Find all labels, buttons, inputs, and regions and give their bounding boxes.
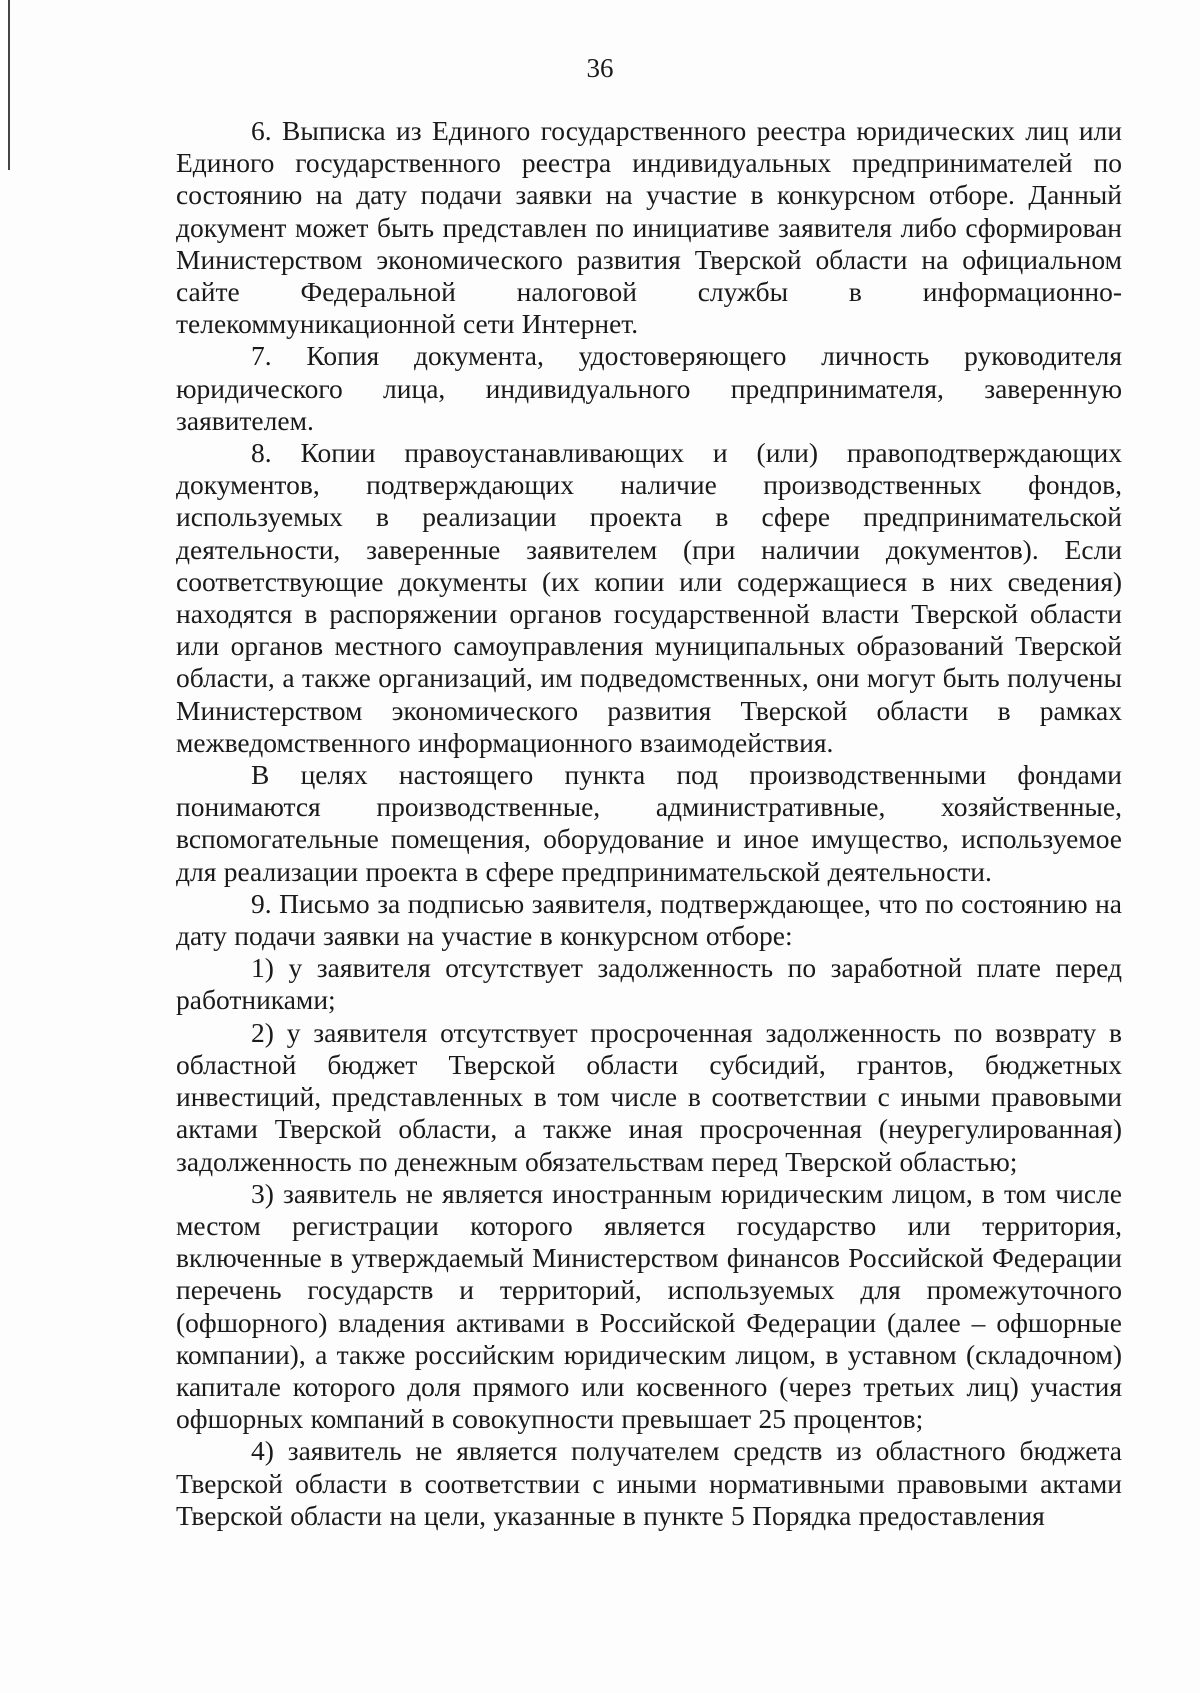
list-item-1-no-salary-debt: 1) у заявителя отсутствует задолженность по заработной плате перед работниками; [176,952,1122,1016]
document-body [176,115,1122,1532]
scan-edge-line [8,0,10,170]
paragraph-9-applicant-letter: 9. Письмо за подписью заявителя, подтверждающее, что по состоянию на дату подачи заявки на участие в конкурсном отборе: [176,887,1122,952]
paragraph-8-title-documents: 8. Копии правоустанавливающих и (или) правоподтверждающих документов, подтверждающих наличие производственных фондов, используемых в реализации проекта в сфере предпринимательской деятельности, заверенные заявителем (при наличии документов). Если соответствующие документы (их копии или содержащиеся в них сведения) находятся в распоряжении органов государственной власти Тверской области или органов местного самоуправления муниципальных образований Тверской области, а также организаций, им подведомственных, они могут быть получены Министерством экономического развития Тверской области в рамках межведомственного информационного взаимодействия. [176,437,1122,758]
list-item-4-not-budget-recipient: 4) заявитель не является получателем средств из областного бюджета Тверской области в соответствии с иными нормативными правовыми актами Тверской области на цели, указанные в пункте 5 Порядка предоставления [176,1435,1122,1531]
paragraph-6-egrul-extract: 6. Выписка из Единого государственного реестра юридических лиц или Единого государственного реестра индивидуальных предпринимателей по состоянию на дату подачи заявки на участие в конкурсном отборе. Данный документ может быть представлен по инициативе заявителя либо сформирован Министерством экономического развития Тверской области на официальном сайте Федеральной налоговой службы в информационно-телекоммуникационной сети Интернет. [176,115,1122,340]
paragraph-7-id-copy: 7. Копия документа, удостоверяющего личность руководителя юридического лица, индивидуального предпринимателя, заверенную заявителем. [176,340,1122,436]
paragraph-production-funds-definition: В целях настоящего пункта под производственными фондами понимаются производственные, административные, хозяйственные, вспомогательные помещения, оборудование и иное имущество, используемое для реализации проекта в сфере предпринимательской деятельности. [176,759,1122,887]
list-item-3-not-foreign-entity: 3) заявитель не является иностранным юридическим лицом, в том числе местом регистрации которого является государство или территория, включенные в утверждаемый Министерством финансов Российской Федерации перечень государств и территорий, используемых для промежуточного (офшорного) владения активами в Российской Федерации (далее – офшорные компании), а также российским юридическим лицом, в уставном (складочном) капитале которого доля прямого или косвенного (через третьих лиц) участия офшорных компаний в совокупности превышает 25 процентов; [176,1177,1122,1435]
page-number: 36 [586,53,614,83]
list-item-2-no-overdue-debt: 2) у заявителя отсутствует просроченная задолженность по возврату в областной бюджет Тверской области субсидий, грантов, бюджетных инвестиций, представленных в том числе в соответствии с иными правовыми актами Тверской области, а также иная просроченная (неурегулированная) задолженность по денежным обязательствам перед Тверской областью; [176,1016,1122,1177]
